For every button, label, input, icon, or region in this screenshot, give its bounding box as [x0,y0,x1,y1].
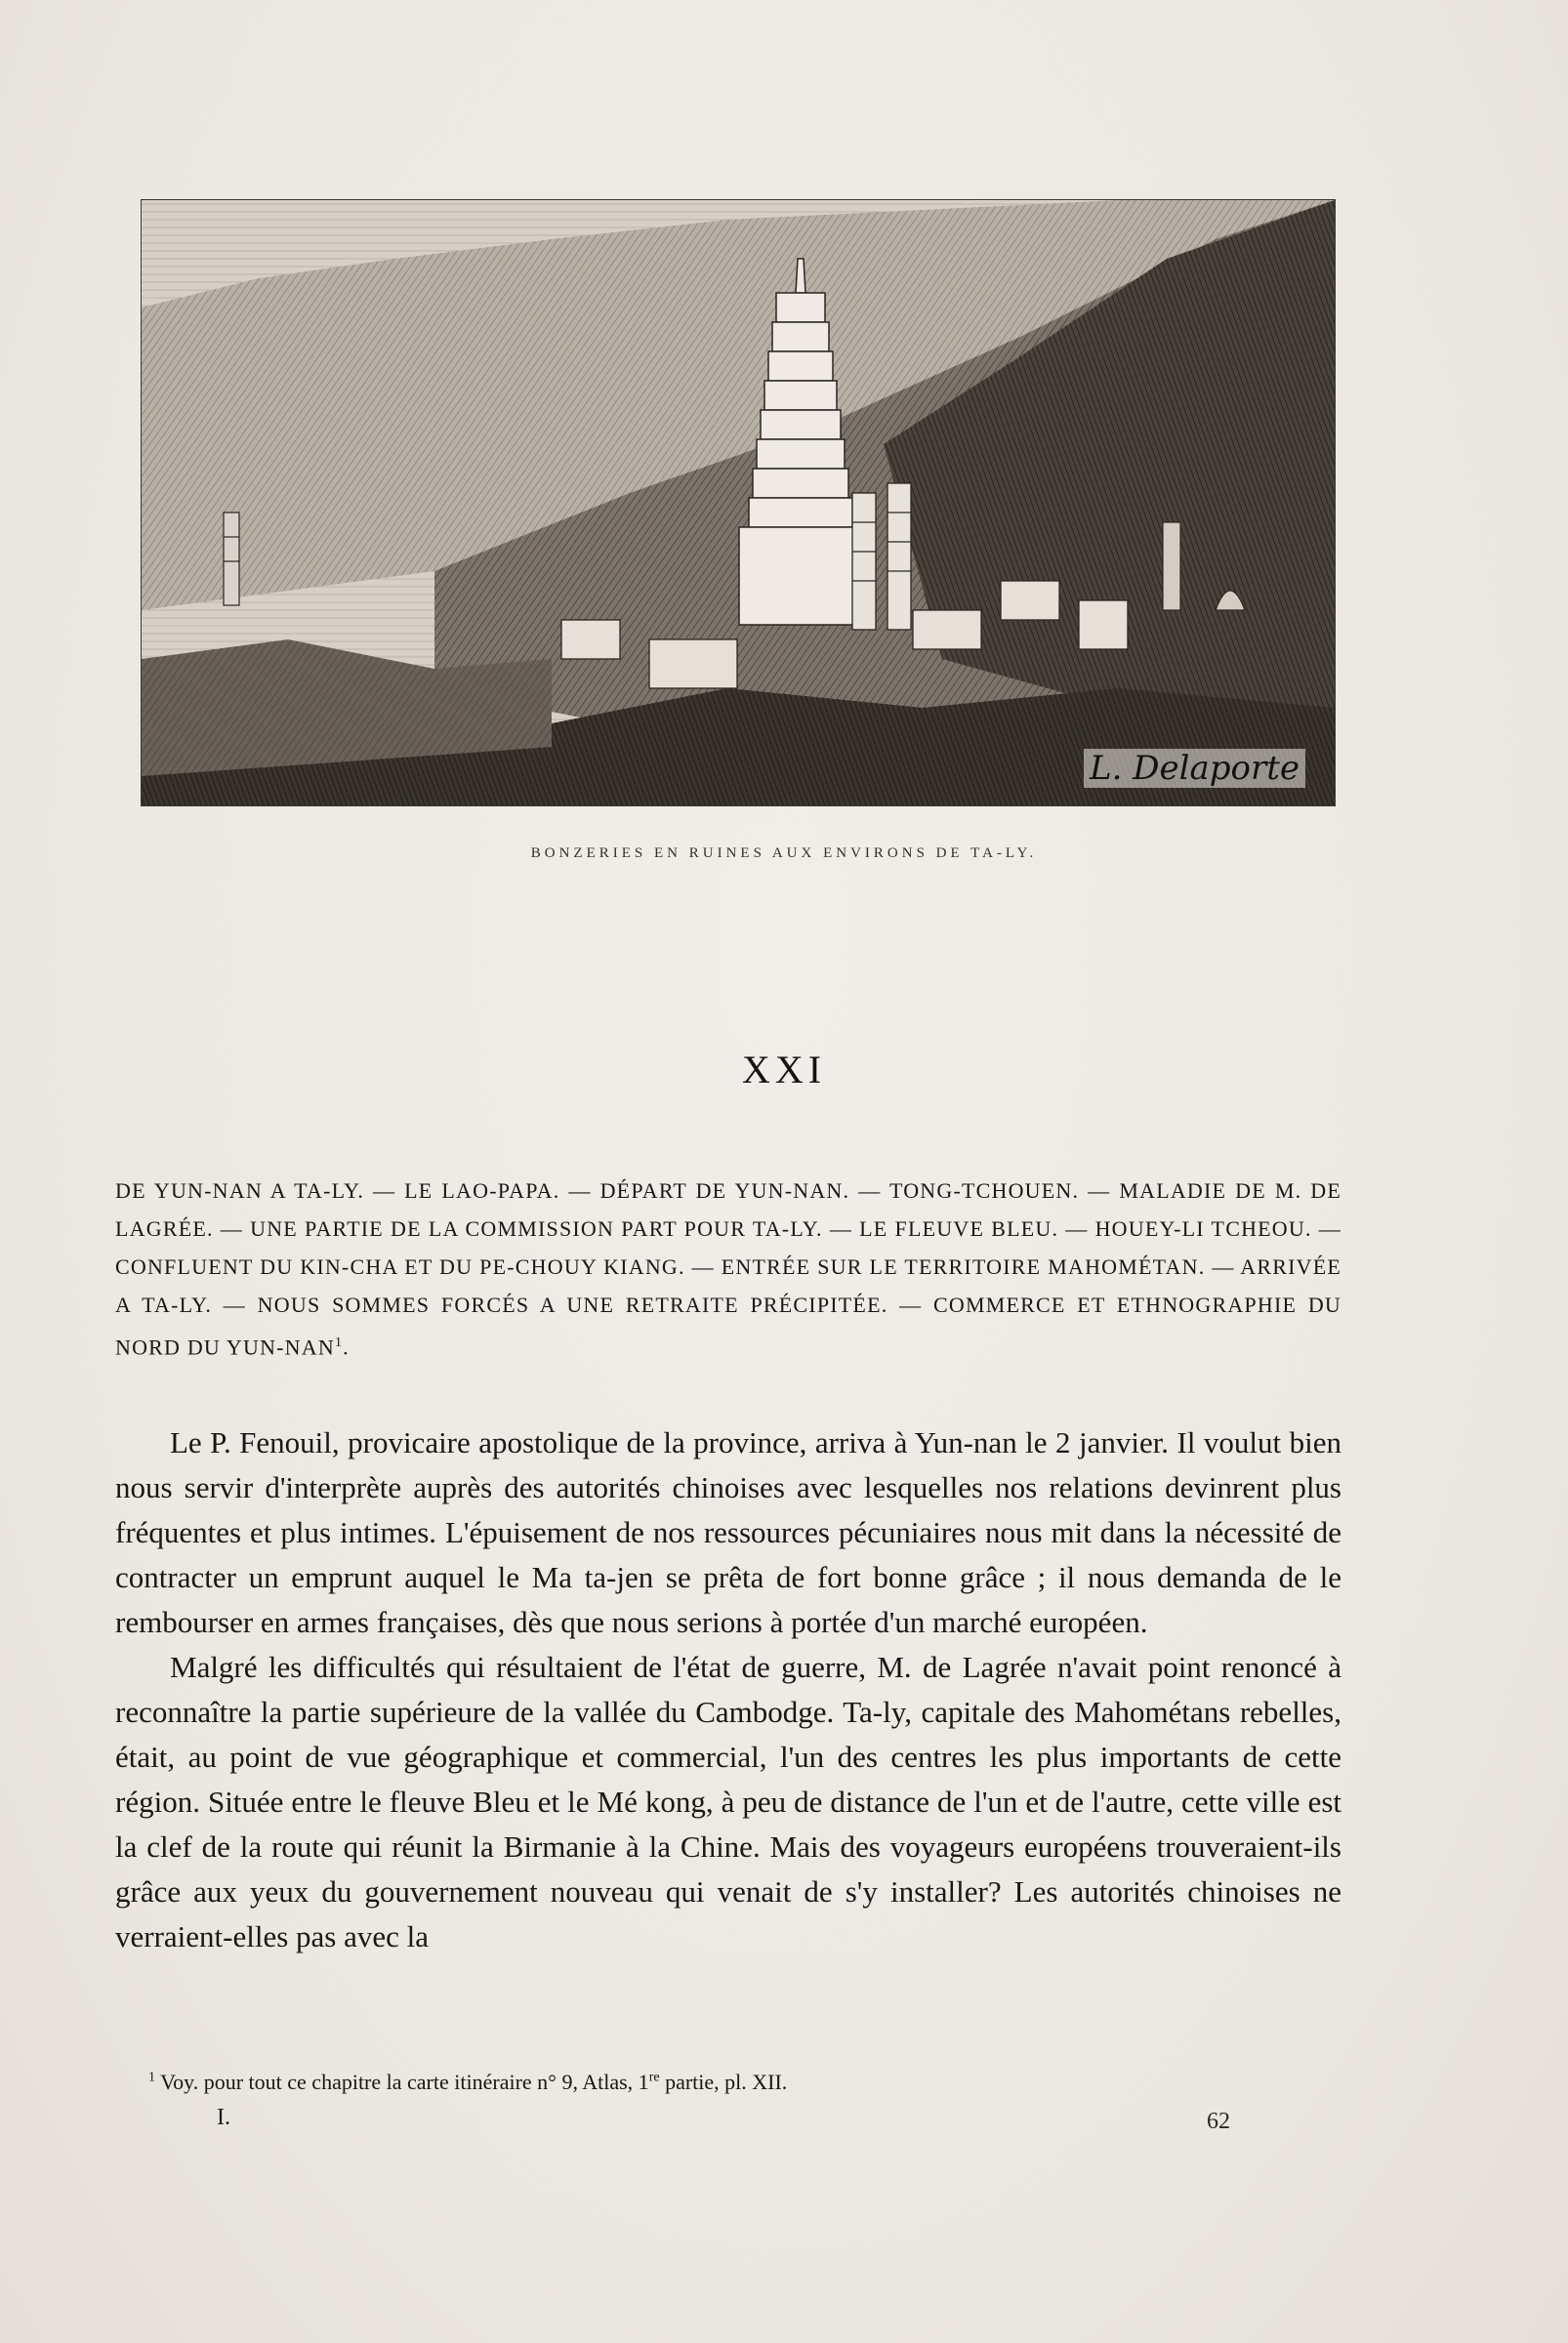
illustrator-signature: L. Delaporte [1084,749,1305,788]
footnote [148,2070,787,2095]
paragraph: Le P. Fenouil, provicaire apostolique de la province, arriva à Yun-nan le 2 janvier. Il voulut bien nous servir d'interprète auprès des autorités chinoises avec lesquelles nos relations devinrent plus fréquentes et plus intimes. L'épuisement de nos ressources pécuniaires nous mit dans la nécessité de contracter un emprunt auquel le Ma ta-jen se prêta de fort bonne grâce ; il nous demanda de le rembourser en armes françaises, dès que nous serions à portée d'un marché européen. [115,1425,1341,1639]
footnote-text-end: partie, pl. XII. [659,2070,788,2094]
chapter-summary: DE YUN-NAN A TA-LY. — LE LAO-PAPA. — DÉPART DE YUN-NAN. — TONG-TCHOUEN. — MALADIE DE M. DE LAGRÉE. — UNE PARTIE DE LA COMMISSION PART POUR TA-LY. — LE FLEUVE BLEU. — HOUEY-LI TCHEOU. — CONFLUENT DU KIN-CHA ET DU PE-CHOUY KIANG. — ENTRÉE SUR LE TERRITOIRE MAHOMÉTAN. — ARRIVÉE A TA-LY. — NOUS SOMMES FORCÉS A UNE RETRAITE PRÉCIPITÉE. — COMMERCE ET ETHNOGRAPHIE DU NORD DU YUN-NAN$^1$. [115,1178,1341,1360]
footnote-mark: 1 [148,2070,155,2085]
landscape-pagodas-icon [142,200,1335,805]
signature-mark: I. [217,2105,230,2130]
body-text [115,1420,1341,1959]
footnote-superscript: re [648,2070,660,2085]
engraving-illustration [142,200,1335,805]
paragraph: Malgré les difficultés qui résultaient de l'état de guerre, M. de Lagrée n'avait point renoncé à reconnaître la partie supérieure de la vallée du Cambodge. Ta-ly, capitale des Mahométans rebelles, était, au point de vue géographique et commercial, l'un des centres les plus importants de cette région. Située entre le fleuve Bleu et le Mé kong, à peu de distance de l'un et de l'autre, cette ville est la clef de la route qui réunit la Birmanie à la Chine. Mais des voyageurs européens trouveraient-ils grâce aux yeux du gouvernement nouveau qui venait de s'y installer? Les autorités chinoises ne verraient-elles pas avec la [115,1650,1341,1953]
summary-note-mark: 1 [334,1336,344,1350]
footnote-text: Voy. pour tout ce chapitre la carte itinéraire n° 9, Atlas, 1 [155,2070,649,2094]
illustration-caption: BONZERIES EN RUINES AUX ENVIRONS DE TA-LY. [530,845,1038,861]
chapter-number: XXI [741,1048,827,1091]
page-number: 62 [1207,2109,1230,2134]
chapter-summary-text: DE YUN-NAN A TA-LY. — LE LAO-PAPA. — DÉPART DE YUN-NAN. — TONG-TCHOUEN. — MALADIE DE M. DE LAGRÉE. — UNE PARTIE DE LA COMMISSION PART POUR TA-LY. — LE FLEUVE BLEU. — HOUEY-LI TCHEOU. — CONFLUENT DU KIN-CHA ET DU PE-CHOUY KIANG. — ENTRÉE SUR LE TERRITOIRE MAHOMÉTAN. — ARRIVÉE A TA-LY. — NOUS SOMMES FORCÉS A UNE RETRAITE PRÉCIPITÉE. — COMMERCE ET ETHNOGRAPHIE DU NORD DU YUN-NAN [115,1178,1341,1360]
